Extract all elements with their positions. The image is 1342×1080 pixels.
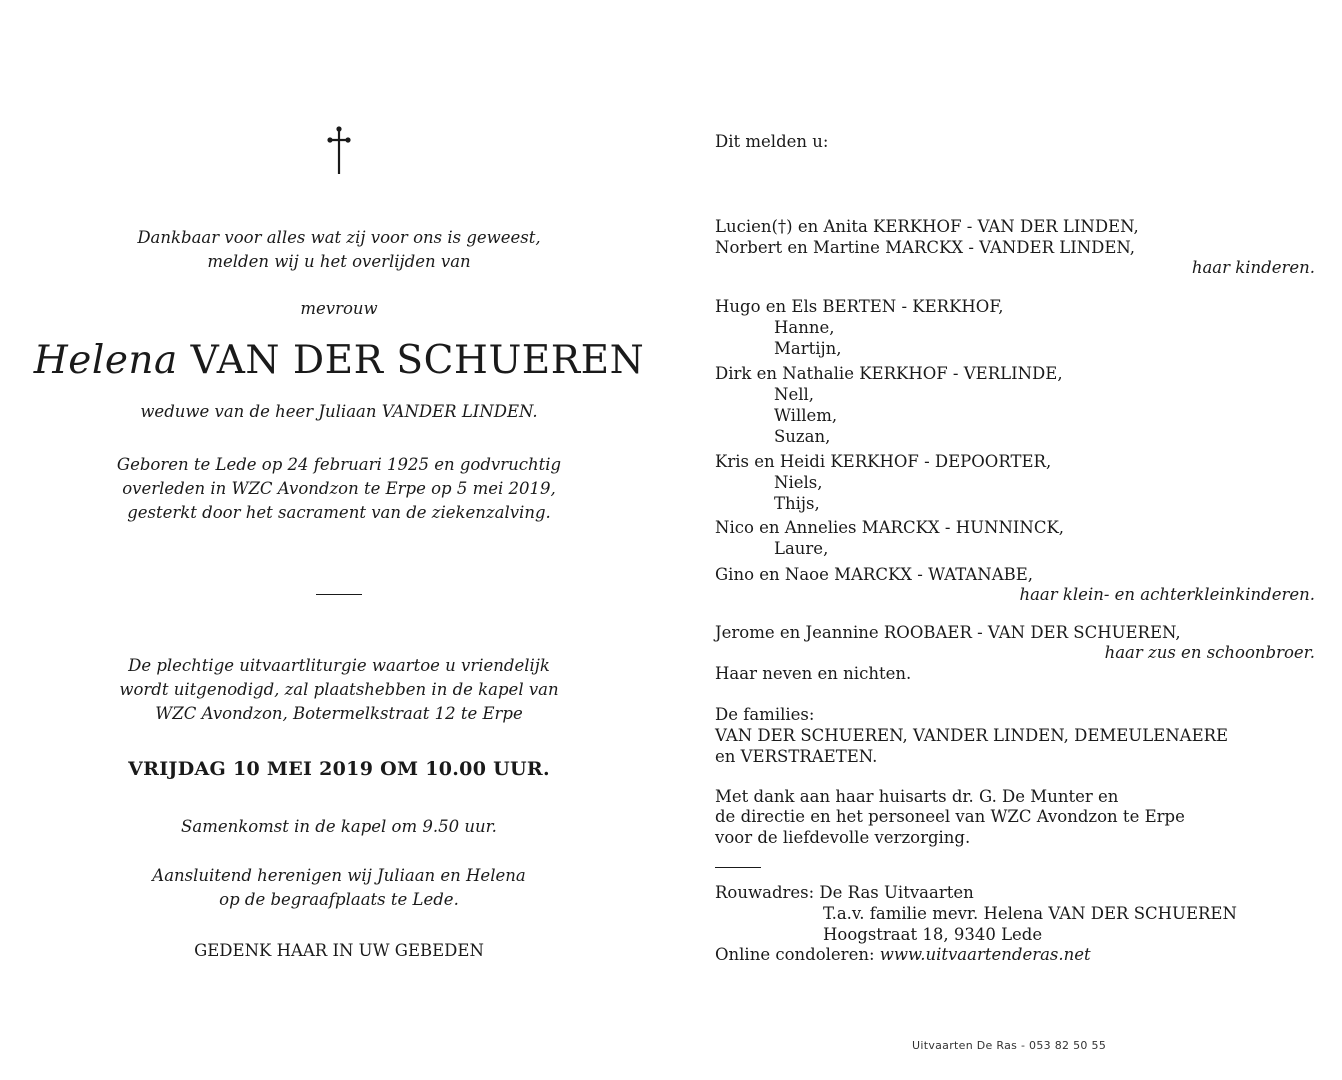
children-role: haar kinderen. <box>1191 258 1315 277</box>
families-line: VAN DER SCHUEREN, VANDER LINDEN, DEMEULENAERE <box>715 726 1229 745</box>
child-line: Lucien(†) en Anita KERKHOF - VAN DER LINDEN, <box>715 217 1139 236</box>
grandchild-couple: Gino en Naoe MARCKX - WATANABE, <box>715 565 1034 584</box>
grandchildren-role: haar klein- en achterkleinkinderen. <box>1019 585 1315 604</box>
intro-text <box>0 226 678 274</box>
intro-line: Dankbaar voor alles wat zij voor ons is geweest, <box>137 228 541 247</box>
service-datetime: VRIJDAG 10 MEI 2019 OM 10.00 UUR. <box>128 758 550 780</box>
great-grandchild: Laure, <box>774 539 829 558</box>
great-grandchild: Hanne, <box>774 318 835 337</box>
families-heading: De families: <box>715 705 815 724</box>
sibling-role: haar zus en schoonbroer. <box>1104 643 1315 662</box>
condolence-link[interactable]: www.uitvaartenderas.net <box>879 945 1091 964</box>
thanks-line: voor de liefdevolle verzorging. <box>715 828 971 847</box>
thanks-line: Met dank aan haar huisarts dr. G. De Munter en <box>715 787 1119 806</box>
online-label: Online condoleren: <box>715 945 880 964</box>
spouse-line: weduwe van de heer Juliaan VANDER LINDEN. <box>140 402 538 421</box>
burial-text <box>0 864 678 912</box>
grandchild-couple: Kris en Heidi KERKHOF - DEPOORTER, <box>715 452 1052 471</box>
address-label: Rouwadres: De Ras Uitvaarten <box>715 883 974 902</box>
cousins-line: Haar neven en nichten. <box>715 664 912 683</box>
families-line: en VERSTRAETEN. <box>715 747 878 766</box>
great-grandchild: Nell, <box>774 385 815 404</box>
birth-line: gesterkt door het sacrament van de ziekenzalving. <box>127 503 551 522</box>
service-text <box>0 654 678 726</box>
sibling-line: Jerome en Jeannine ROOBAER - VAN DER SCHUEREN, <box>715 623 1181 642</box>
birth-text <box>0 453 678 525</box>
deceased-name <box>0 338 678 384</box>
birth-line: Geboren te Lede op 24 februari 1925 en godvruchtig <box>116 455 562 474</box>
right-page <box>715 0 1315 1080</box>
deceased-surname: VAN DER SCHUEREN <box>190 338 645 383</box>
closing-text: GEDENK HAAR IN UW GEBEDEN <box>194 941 484 960</box>
announcers-heading: Dit melden u: <box>715 132 829 151</box>
grandchild-couple: Dirk en Nathalie KERKHOF - VERLINDE, <box>715 364 1063 383</box>
service-line: wordt uitgenodigd, zal plaatshebben in de kapel van <box>119 680 559 699</box>
thanks-line: de directie en het personeel van WZC Avondzon te Erpe <box>715 807 1185 826</box>
burial-line: Aansluitend herenigen wij Juliaan en Helena <box>152 866 526 885</box>
grandchild-couple: Hugo en Els BERTEN - KERKHOF, <box>715 297 1004 316</box>
salutation: mevrouw <box>300 299 378 318</box>
service-line: WZC Avondzon, Botermelkstraat 12 te Erpe <box>155 704 523 723</box>
gathering-text: Samenkomst in de kapel om 9.50 uur. <box>181 817 497 836</box>
birth-line: overleden in WZC Avondzon te Erpe op 5 mei 2019, <box>122 479 556 498</box>
grandchild-couple: Nico en Annelies MARCKX - HUNNINCK, <box>715 518 1065 537</box>
great-grandchild: Thijs, <box>774 494 820 513</box>
divider <box>316 594 362 595</box>
cross-icon <box>326 126 352 176</box>
great-grandchild: Suzan, <box>774 427 831 446</box>
burial-line: op de begraafplaats te Lede. <box>219 890 459 909</box>
child-line: Norbert en Martine MARCKX - VANDER LINDEN, <box>715 238 1136 257</box>
great-grandchild: Willem, <box>774 406 838 425</box>
divider <box>715 867 761 868</box>
deceased-given-name: Helena <box>33 338 178 383</box>
address-line: T.a.v. familie mevr. Helena VAN DER SCHUEREN <box>823 904 1237 923</box>
great-grandchild: Martijn, <box>774 339 842 358</box>
intro-line: melden wij u het overlijden van <box>207 252 471 271</box>
online-condolences <box>715 944 1091 965</box>
footer-contact: Uitvaarten De Ras - 053 82 50 55 <box>912 1039 1107 1052</box>
service-line: De plechtige uitvaartliturgie waartoe u vriendelijk <box>128 656 550 675</box>
address-line: Hoogstraat 18, 9340 Lede <box>823 925 1043 944</box>
great-grandchild: Niels, <box>774 473 823 492</box>
